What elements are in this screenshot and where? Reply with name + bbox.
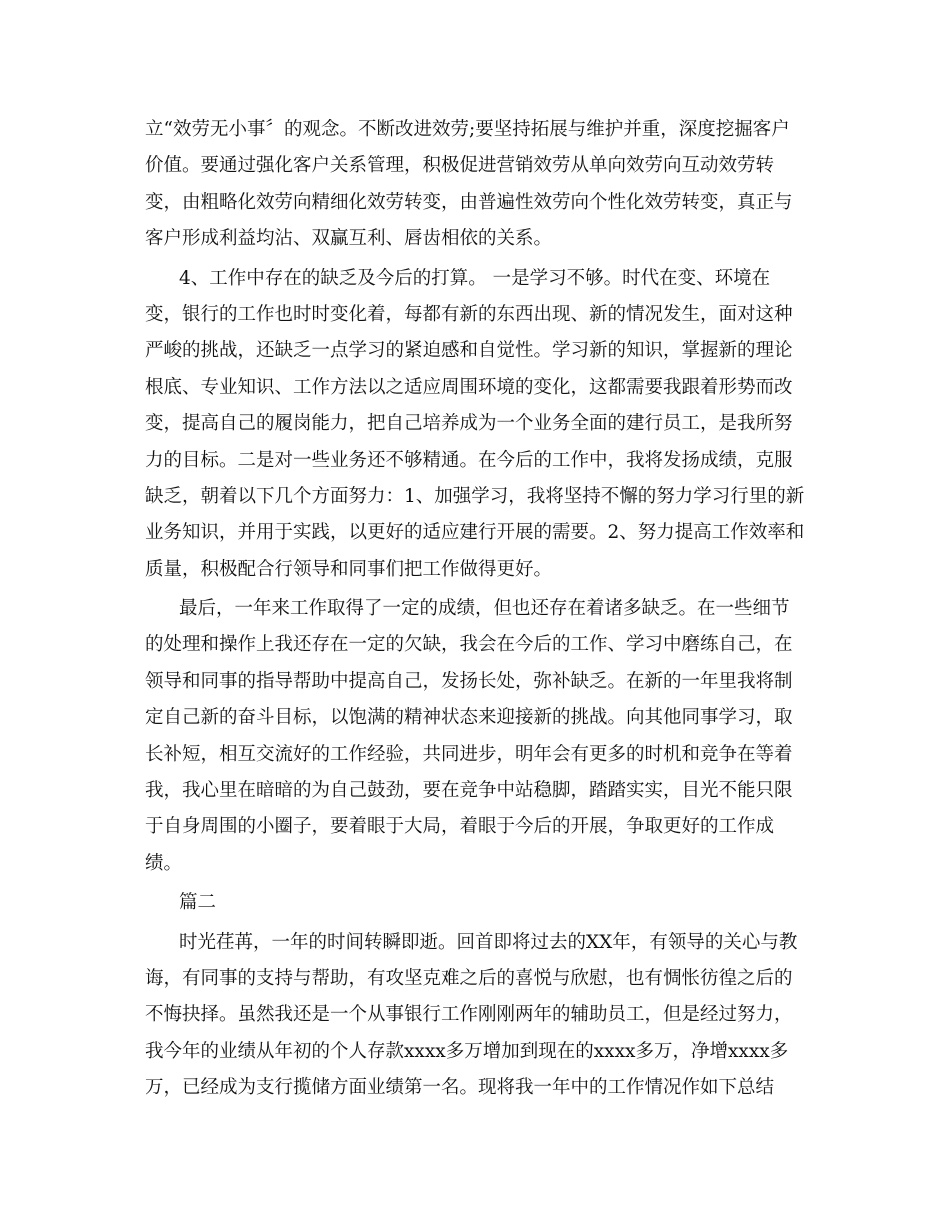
paragraph-intro [145,925,815,1107]
text-line: 根底、专业知识、工作方法以之适应周围环境的变化，这都需要我跟着形势而改 [145,376,793,398]
paragraph-continuation [145,112,815,258]
text-line: 绩。 [145,852,183,874]
text-line: 于自身周围的小圈子，要着眼于大局，着眼于今后的开展，争取更好的工作成 [145,816,775,838]
text-line: 不悔抉择。虽然我还是一个从事银行工作刚刚两年的辅助员工，但是经过努力， [145,1004,793,1026]
text-line: 最后，一年来工作取得了一定的成绩，但也还存在着诸多缺乏。在一些细节 [179,598,790,620]
text-line: 价值。要通过强化客户关系管理，积极促进营销效劳从单向效劳向互动效劳转 [145,155,775,177]
text-line: 万，已经成为支行揽储方面业绩第一名。现将我一年中的工作情况作如下总结 [145,1077,775,1099]
text-line: 的处理和操作上我还存在一定的欠缺，我会在今后的工作、学习中磨练自己，在 [145,634,793,656]
text-line: 变，银行的工作也时时变化着，每都有新的东西出现、新的情况发生，面对这种 [145,303,793,325]
text-line: 严峻的挑战，还缺乏一点学习的紧迫感和自觉性。学习新的知识，掌握新的理论 [145,340,793,362]
text-line: 4、工作中存在的缺乏及今后的打算。 一是学习不够。时代在变、环境在 [179,267,771,289]
text-line: 我今年的业绩从年初的个人存款xxxx多万增加到现在的xxxx多万，净增xxxx多 [145,1040,789,1062]
text-line: 长补短，相互交流好的工作经验，共同进步，明年会有更多的时机和竞争在等着 [145,743,793,765]
text-line: 业务知识，并用于实践，以更好的适应建行开展的需要。2、努力提高工作效率和 [145,522,805,544]
paragraph-shortcomings [145,261,815,589]
text-line: 领导和同事的指导帮助中提高自己，发扬长处，弥补缺乏。在新的一年里我将制 [145,670,793,692]
text-line: 时光荏苒，一年的时间转瞬即逝。回首即将过去的XX年，有领导的关心与教 [179,931,798,953]
document-body [145,112,815,1107]
text-line: 变，由粗略化效劳向精细化效劳转变，由普遍性效劳向个性化效劳转变，真正与 [145,191,793,213]
text-line: 力的目标。二是对一些业务还不够精通。在今后的工作中，我将发扬成绩，克服 [145,449,793,471]
section-heading [145,885,815,921]
text-line: 缺乏，朝着以下几个方面努力：1、加强学习，我将坚持不懈的努力学习行里的新 [145,485,805,507]
text-line: 定自己新的奋斗目标，以饱满的精神状态来迎接新的挑战。向其他同事学习，取 [145,707,793,729]
text-line: 我，我心里在暗暗的为自己鼓劲，要在竞争中站稳脚，踏踏实实，目光不能只限 [145,780,793,802]
text-line: 质量，积极配合行领导和同事们把工作做得更好。 [145,558,553,580]
paragraph-conclusion [145,591,815,882]
text-line: 诲，有同事的支持与帮助，有攻坚克难之后的喜悦与欣慰，也有惆怅彷徨之后的 [145,967,793,989]
section-heading-text: 篇二 [179,892,217,914]
text-line: 立“效劳无小事〞的观念。不断改进效劳;要坚持拓展与维护并重，深度挖掘客户 [145,119,790,140]
text-line: 客户形成利益均沾、双赢互利、唇齿相依的关系。 [145,228,553,250]
text-line: 变，提高自己的履岗能力，把自己培养成为一个业务全面的建行员工，是我所努 [145,413,793,435]
